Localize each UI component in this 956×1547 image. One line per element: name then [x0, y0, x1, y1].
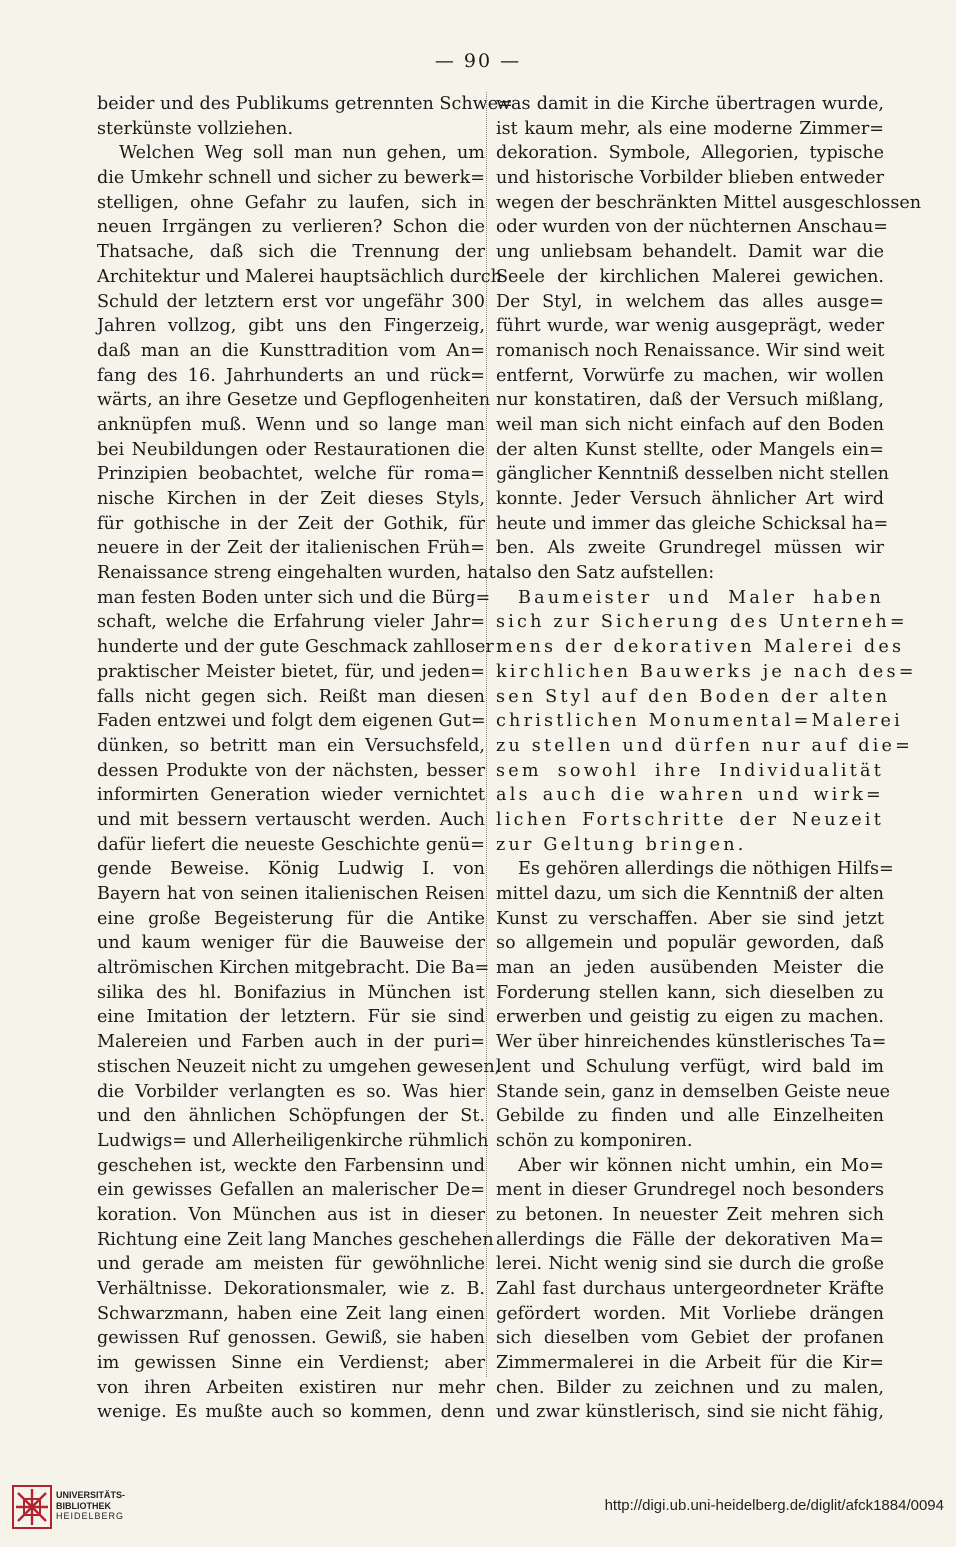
text-line: ein gewisses Gefallen an malerischer De=	[97, 1180, 485, 1201]
text-line: führt wurde, war wenig ausgeprägt, weder	[496, 316, 884, 337]
text-line: und kaum weniger für die Bauweise der	[97, 933, 485, 954]
text-line: die Umkehr schnell und sicher zu bewerk=	[97, 168, 485, 189]
text-line: sem sowohl ihre Individualität	[496, 760, 884, 781]
text-line: praktischer Meister bietet, für, und jeden=	[97, 661, 485, 682]
text-line: zur Geltung bringen.	[496, 834, 747, 855]
text-line: lichen Fortschritte der Neuzeit	[496, 809, 884, 830]
text-line: Stande sein, ganz in demselben Geiste neue	[496, 1081, 890, 1102]
library-logo-icon	[12, 1485, 52, 1529]
text-line: erwerben und geistig zu eigen zu machen.	[496, 1007, 884, 1028]
text-line: informirten Generation wieder vernichtet	[97, 785, 485, 806]
text-line: Faden entzwei und folgt dem eigenen Gut=	[97, 711, 486, 732]
text-line: Verhältnisse. Dekorationsmaler, wie z. B.	[97, 1279, 485, 1299]
text-line: weil man sich nicht einfach auf den Boden	[496, 414, 884, 435]
text-line: gende Beweise. König Ludwig I. von	[97, 859, 485, 880]
text-line: wenige. Es mußte auch so kommen, denn	[97, 1402, 485, 1423]
text-line: Gebilde zu finden und alle Einzelheiten	[496, 1106, 884, 1127]
text-line: Aber wir können nicht umhin, ein Mo=	[518, 1155, 884, 1176]
text-line: Renaissance streng eingehalten wurden, hat	[97, 563, 496, 584]
text-line: konnte. Jeder Versuch ähnlicher Art wird	[496, 489, 884, 509]
text-line: daß man an die Kunsttradition vom An=	[97, 340, 485, 361]
text-line: fang des 16. Jahrhunderts an und rück=	[97, 365, 485, 386]
text-line: ung unliebsam behandelt. Damit war die	[496, 242, 884, 263]
text-line: Es gehören allerdings die nöthigen Hilfs=	[518, 859, 894, 880]
text-line: neuen Irrgängen zu verlieren? Schon die	[97, 217, 485, 238]
text-line: lerei. Nicht wenig sind sie durch die große	[496, 1254, 884, 1275]
text-line: lent und Schulung verfügt, wird bald im	[496, 1056, 884, 1077]
text-line: neuere in der Zeit der italienischen Früh=	[97, 538, 485, 559]
text-line: Architektur und Malerei hauptsächlich durch	[97, 266, 502, 287]
text-line: romanisch noch Renaissance. Wir sind weit	[496, 340, 885, 361]
text-line: Baumeister und Maler haben	[518, 587, 884, 608]
text-line: Prinzipien beobachtet, welche für roma=	[97, 464, 485, 485]
text-line: sen Styl auf den Boden der alten	[496, 686, 891, 707]
text-line: der alten Kunst stellte, oder Mangels ein=	[496, 439, 884, 460]
text-line: von ihren Arbeiten existiren nur mehr	[97, 1377, 485, 1398]
text-line: hunderte und der gute Geschmack zahlloser	[97, 637, 494, 658]
text-line: gefördert worden. Mit Vorliebe drängen	[496, 1303, 884, 1324]
text-line: beider und des Publikums getrennten Schwe=	[97, 94, 513, 114]
text-line: nische Kirchen in der Zeit dieses Styls,	[97, 489, 485, 509]
text-line: Welchen Weg soll man nun gehen, um	[119, 143, 485, 164]
text-line: gewissen Ruf genossen. Gewiß, sie haben	[97, 1328, 485, 1349]
library-name-line-2: BIBLIOTHEK	[56, 1500, 111, 1511]
text-line: nur konstatiren, daß der Versuch mißlang,	[496, 390, 884, 411]
text-line: mittel dazu, um sich die Kenntniß der alten	[496, 884, 884, 904]
text-line: wärts, an ihre Gesetze und Gepflogenheiten	[97, 390, 491, 411]
text-line: wegen der beschränkten Mittel ausgeschlossen	[496, 192, 922, 213]
text-line: also den Satz aufstellen:	[496, 563, 715, 584]
text-line: Thatsache, daß sich die Trennung der	[97, 242, 485, 263]
library-name-line-1: UNIVERSITÄTS-	[56, 1490, 126, 1500]
text-line: gänglicher Kenntniß desselben nicht stellen	[496, 464, 889, 485]
text-line: altrömischen Kirchen mitgebracht. Die Ba=	[97, 958, 490, 979]
text-line: dessen Produkte von der nächsten, besser	[97, 760, 485, 781]
text-line: zu stellen und dürfen nur auf die=	[496, 735, 914, 756]
text-line: sterkünste vollziehen.	[97, 118, 294, 139]
text-line: dünken, so betritt man ein Versuchsfeld,	[97, 735, 485, 756]
text-line: so allgemein und populär geworden, daß	[496, 933, 884, 954]
text-line: Schuld der letztern erst vor ungefähr 300	[97, 291, 485, 312]
text-line: Richtung eine Zeit lang Manches geschehen	[97, 1229, 494, 1250]
text-line: im gewissen Sinne ein Verdienst; aber	[97, 1353, 485, 1374]
text-line: kirchlichen Bauwerks je nach des=	[496, 661, 917, 682]
text-line: dekoration. Symbole, Allegorien, typische	[496, 143, 884, 164]
text-line: silika des hl. Bonifazius in München ist	[97, 982, 485, 1003]
text-line: bei Neubildungen oder Restaurationen die	[97, 439, 485, 460]
text-line: Seele der kirchlichen Malerei gewichen.	[496, 266, 884, 287]
text-line: dafür liefert die neueste Geschichte genü=	[97, 834, 485, 855]
text-line: eine Imitation der letztern. Für sie sind	[97, 1007, 485, 1028]
text-line: man an jeden ausübenden Meister die	[496, 958, 884, 979]
text-line: und gerade am meisten für gewöhnliche	[97, 1254, 485, 1275]
text-line: und zwar künstlerisch, sind sie nicht fähig,	[496, 1402, 884, 1423]
library-name	[56, 1490, 125, 1522]
text-line: Ludwigs= und Allerheiligenkirche rühmlich	[97, 1130, 489, 1151]
text-line: sich dieselben vom Gebiet der profanen	[496, 1328, 884, 1349]
text-line: schön zu komponiren.	[496, 1130, 693, 1151]
text-line: und mit bessern vertauscht werden. Auch	[97, 809, 485, 830]
text-line: eine große Begeisterung für die Antike	[97, 908, 485, 929]
text-line: oder wurden von der nüchternen Anschau=	[496, 217, 889, 238]
text-line: mens der dekorativen Malerei des	[496, 637, 905, 658]
text-line: Schwarzmann, haben eine Zeit lang einen	[97, 1303, 485, 1324]
text-line: koration. Von München aus ist in dieser	[97, 1204, 485, 1225]
text-line: ist kaum mehr, als eine moderne Zimmer=	[496, 118, 884, 139]
text-line: die Vorbilder verlangten es so. Was hier	[97, 1081, 485, 1102]
text-line: Forderung stellen kann, sich dieselben zu	[496, 982, 884, 1003]
text-line: anknüpfen muß. Wenn und so lange man	[97, 414, 485, 435]
text-line: Malereien und Farben auch in der puri=	[97, 1032, 485, 1053]
text-line: chen. Bilder zu zeichnen und zu malen,	[496, 1377, 884, 1398]
text-line: Kunst zu verschaffen. Aber sie sind jetzt	[496, 908, 884, 929]
text-line: Zahl fast durchaus untergeordneter Kräfte	[496, 1279, 884, 1299]
column-left	[97, 92, 513, 1425]
column-right	[496, 92, 922, 1425]
text-line: schaft, welche die Erfahrung vieler Jahr=	[97, 612, 485, 633]
text-line: für gothische in der Zeit der Gothik, für	[97, 513, 485, 534]
footer	[0, 1485, 956, 1535]
column-divider	[486, 92, 487, 1377]
text-line: entfernt, Vorwürfe zu machen, wir wollen	[496, 365, 884, 386]
text-line: Wer über hinreichendes künstlerisches Ta=	[496, 1032, 887, 1053]
text-line: falls nicht gegen sich. Reißt man diesen	[97, 686, 485, 707]
text-line: was damit in die Kirche übertragen wurde,	[496, 94, 884, 114]
text-line: stischen Neuzeit nicht zu umgehen gewesen,	[97, 1056, 501, 1077]
text-line: man festen Boden unter sich und die Bürg=	[97, 587, 491, 608]
page-number: — 90 —	[434, 50, 522, 72]
text-line: Bayern hat von seinen italienischen Reisen	[97, 884, 485, 904]
source-url-link[interactable]: http://digi.ub.uni-heidelberg.de/diglit/afck1884/0094	[604, 1497, 944, 1514]
text-line: Zimmermalerei in die Arbeit für die Kir=	[496, 1353, 884, 1374]
text-line: christlichen Monumental=Malerei	[496, 711, 903, 732]
text-line: und historische Vorbilder blieben entweder	[496, 168, 884, 189]
text-line: Der Styl, in welchem das alles ausge=	[496, 291, 884, 312]
text-line: stelligen, ohne Gefahr zu laufen, sich in	[97, 192, 485, 213]
text-line: ben. Als zweite Grundregel müssen wir	[496, 538, 884, 559]
text-line: Jahren vollzog, gibt uns den Fingerzeig,	[97, 316, 485, 337]
library-name-line-3: HEIDELBERG	[56, 1511, 125, 1521]
text-line: ment in dieser Grundregel noch besonders	[496, 1180, 884, 1201]
text-line: und den ähnlichen Schöpfungen der St.	[97, 1106, 485, 1127]
text-line: sich zur Sicherung des Unterneh=	[496, 612, 908, 633]
text-line: geschehen ist, weckte den Farbensinn und	[97, 1155, 485, 1176]
text-line: heute und immer das gleiche Schicksal ha=	[496, 513, 889, 534]
text-line: allerdings die Fälle der dekorativen Ma=	[496, 1229, 884, 1250]
text-line: zu betonen. In neuester Zeit mehren sich	[496, 1204, 884, 1225]
text-line: als auch die wahren und wirk=	[496, 785, 884, 806]
